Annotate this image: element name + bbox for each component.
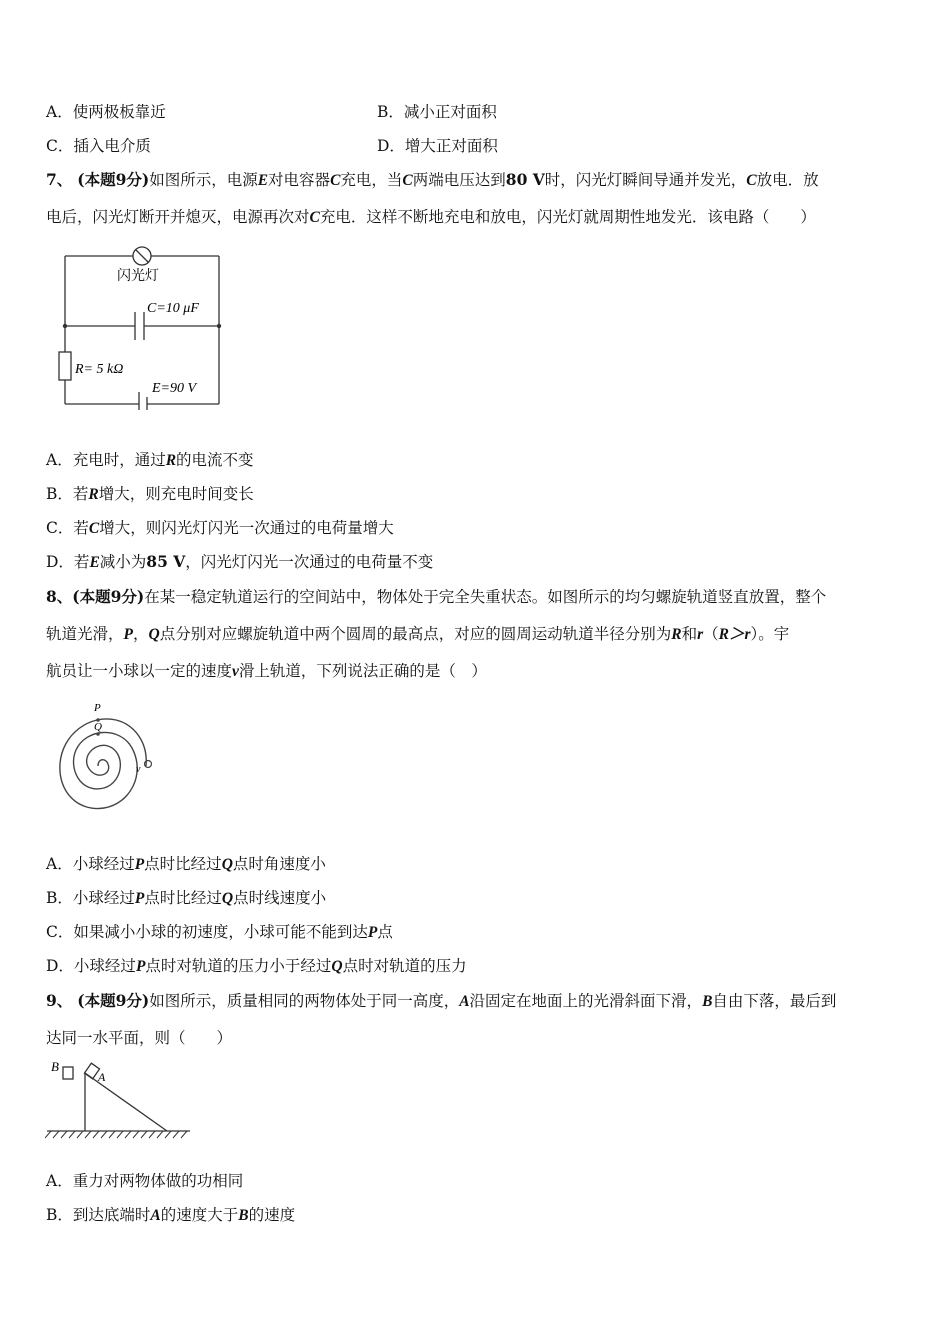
q6-option-a: A．使两极板靠近 <box>46 103 166 121</box>
q7-stem-line1: 7、 (本题9分)如图所示，电源E对电容器C充电，当C两端电压达到80 V时，闪光灯瞬间导通并发光，C放电．放 <box>46 170 819 189</box>
q8-stem-line3: 航员让一小球以一定的速度v滑上轨道，下列说法正确的是（ ） <box>46 662 487 680</box>
q8-option-b: B．小球经过P点时比经过Q点时线速度小 <box>46 889 327 907</box>
q8-spiral-track-diagram <box>50 700 170 820</box>
q7-option-b: B．若R增大，则充电时间变长 <box>46 485 254 503</box>
q7-stem-line2: 电后，闪光灯断开并熄灭，电源再次对C充电．这样不断地充电和放电，闪光灯就周期性地发光．该电路（ ） <box>46 208 816 226</box>
q8-stem-line2: 轨道光滑，P，Q点分别对应螺旋轨道中两个圆周的最高点，对应的圆周运动轨道半径分别为R和r（R＞r）。宇 <box>46 625 790 643</box>
q7-option-c: C．若C增大，则闪光灯闪光一次通过的电荷量增大 <box>46 519 394 537</box>
label-p: P <box>94 702 101 714</box>
q7-circuit-diagram <box>55 240 235 410</box>
label-b: B <box>51 1059 59 1074</box>
q8-option-a: A．小球经过P点时比经过Q点时角速度小 <box>46 855 326 873</box>
lamp-label: 闪光灯 <box>117 269 159 284</box>
q6-option-c: C．插入电介质 <box>46 137 151 155</box>
capacitor-label: C=10 μF <box>147 301 199 316</box>
q8-stem-line1: 8、(本题9分)在某一稳定轨道运行的空间站中，物体处于完全失重状态。如图所示的均匀螺旋轨道竖直放置，整个 <box>46 587 827 606</box>
q8-option-d: D．小球经过P点时对轨道的压力小于经过Q点时对轨道的压力 <box>46 957 467 975</box>
q9-stem-line1: 9、 (本题9分)如图所示，质量相同的两物体处于同一高度，A沿固定在地面上的光滑斜面下滑，B自由下落，最后到 <box>46 991 837 1010</box>
label-q: Q <box>94 721 102 733</box>
q7-option-d: D．若E减小为85 V，闪光灯闪光一次通过的电荷量不变 <box>46 552 434 571</box>
q6-option-b: B．减小正对面积 <box>377 103 497 121</box>
q9-incline-diagram <box>45 1055 195 1140</box>
q6-option-d: D．增大正对面积 <box>377 137 498 155</box>
q7-option-a: A．充电时，通过R的电流不变 <box>46 451 254 469</box>
q8-option-c: C．如果减小小球的初速度，小球可能不能到达P点 <box>46 923 393 941</box>
q9-stem-line2: 达同一水平面，则（ ） <box>46 1029 233 1047</box>
q9-option-b: B．到达底端时A的速度大于B的速度 <box>46 1206 296 1224</box>
label-v: v <box>136 764 141 775</box>
resistor-label: R= 5 kΩ <box>75 362 124 377</box>
q9-option-a: A．重力对两物体做的功相同 <box>46 1172 244 1190</box>
label-a: A <box>98 1070 106 1084</box>
emf-label: E=90 V <box>152 381 197 396</box>
